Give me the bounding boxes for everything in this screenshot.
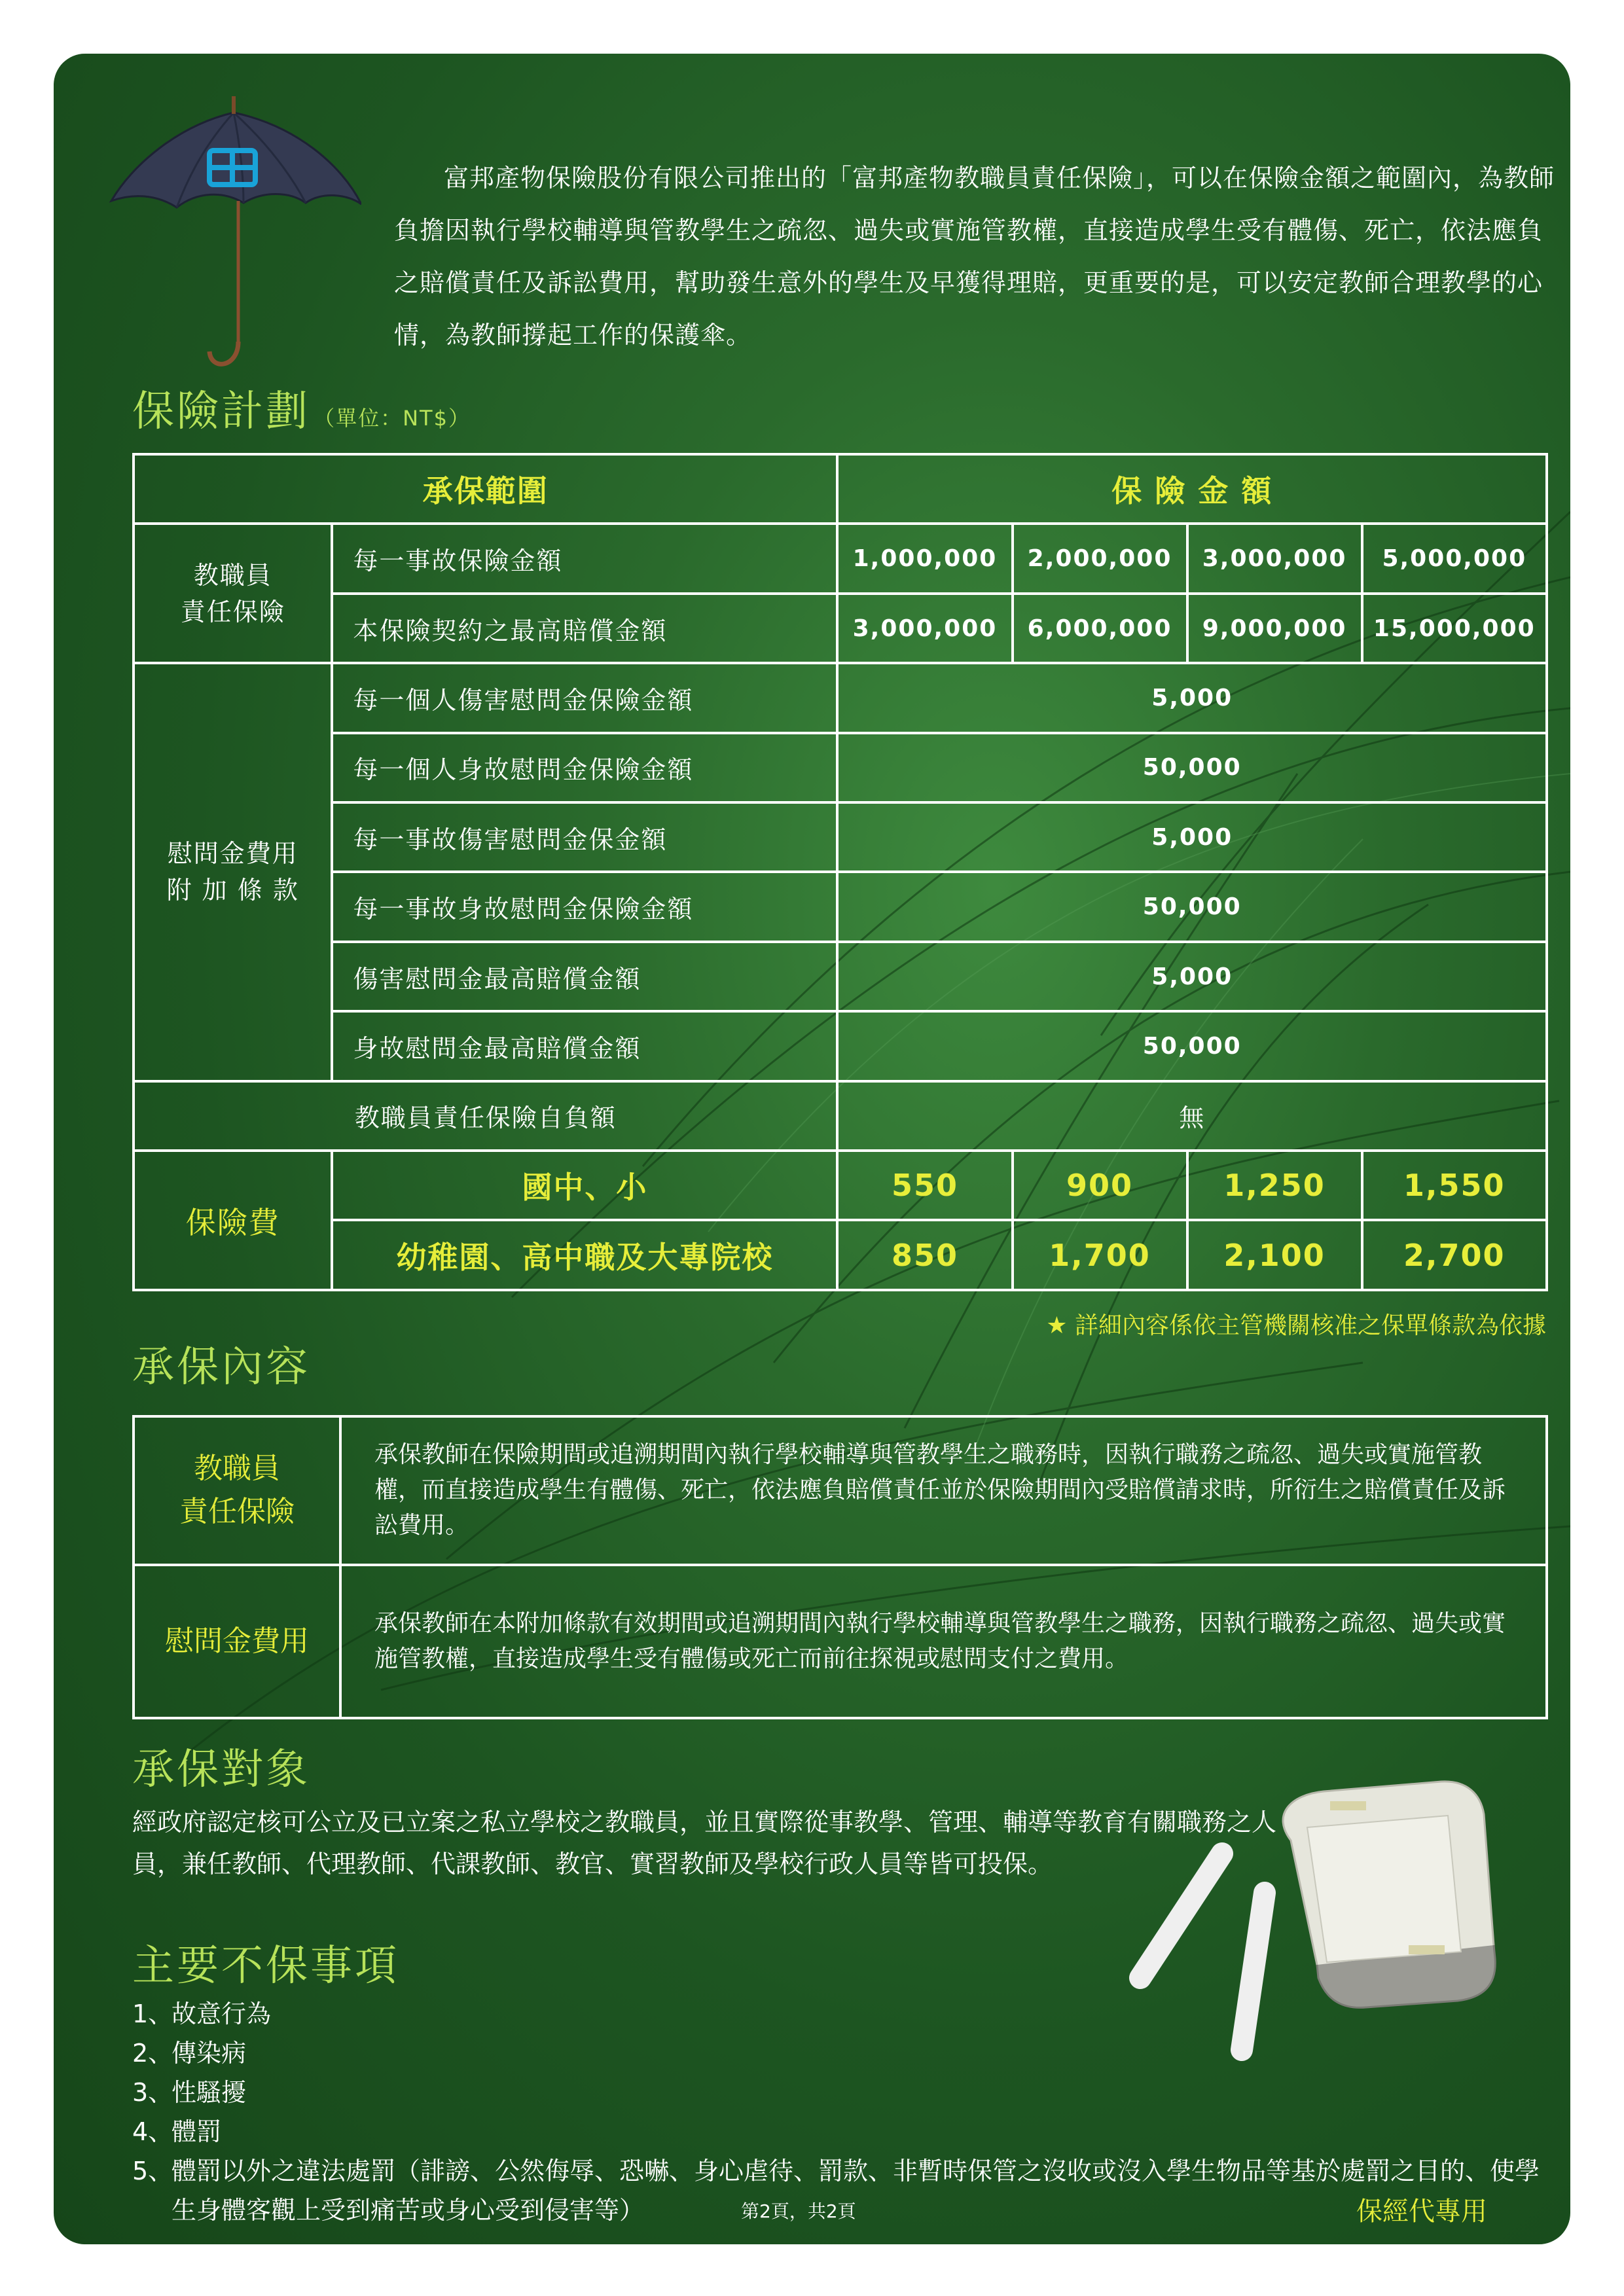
- premium-cell: 900: [1013, 1151, 1187, 1220]
- agent-use-label: 保經代專用: [1356, 2197, 1487, 2227]
- eligibility-title: 承保對象: [132, 1746, 310, 1794]
- table-row: [134, 594, 1547, 663]
- table-row: [134, 802, 1547, 872]
- table-row: [134, 663, 1547, 732]
- amount-cell: 1,000,000: [837, 524, 1012, 593]
- coverage-table: [132, 1415, 1548, 1719]
- umbrella-illustration: [99, 93, 361, 374]
- table-row: [134, 942, 1547, 1011]
- plan-title: 保險計劃: [132, 387, 310, 436]
- chalk-icon: [1140, 1854, 1265, 2050]
- amount-cell: 50,000: [837, 1011, 1547, 1081]
- coverage-key: 教職員 責任保險: [134, 1416, 340, 1565]
- amount-cell: 6,000,000: [1013, 594, 1187, 663]
- amount-cell: 5,000: [837, 942, 1547, 1011]
- group-consolation: 慰問金費用 附 加 條 款: [134, 663, 332, 1081]
- amount-cell: 15,000,000: [1362, 594, 1547, 663]
- amount-cell: 5,000: [837, 802, 1547, 872]
- row-label: 每一事故傷害慰問金保金額: [332, 802, 837, 872]
- eligibility-text: 經政府認定核可公立及已立案之私立學校之教職員，並且實際從事教學、管理、輔導等教育有關職務之人員，兼任教師、代理教師、代課教師、教官、實習教師及學校行政人員等皆可投保。: [132, 1808, 1277, 1878]
- plan-heading: [132, 378, 471, 438]
- premium-cell: 1,250: [1187, 1151, 1362, 1220]
- coverage-text: 承保教師在本附加條款有效期間或追溯期間內執行學校輔導與管教學生之職務，因執行職務之疏忽、過失或實施管教權，直接造成學生受有體傷或死亡而前往探視或慰問支付之費用。: [340, 1565, 1547, 1718]
- row-label: 每一個人身故慰問金保險金額: [332, 733, 837, 802]
- row-label: 身故慰問金最高賠償金額: [332, 1011, 837, 1081]
- page-number: 第2頁，共2頁: [741, 2200, 856, 2222]
- table-row: [134, 1151, 1547, 1220]
- group-liability: 教職員 責任保險: [134, 524, 332, 663]
- amount-cell: 3,000,000: [1187, 524, 1362, 593]
- premium-row-label: 國中、小: [332, 1151, 837, 1220]
- premium-cell: 1,550: [1362, 1151, 1547, 1220]
- eraser-icon: [1283, 1782, 1495, 2008]
- policy-note: ★ 詳細內容係依主管機關核准之保單條款為依據: [1046, 1312, 1546, 1339]
- list-item: 1、 故意行為: [132, 2000, 272, 2028]
- table-row: [134, 1011, 1547, 1081]
- amount-cell: 5,000,000: [1362, 524, 1547, 593]
- table-row: [134, 733, 1547, 802]
- exclusions-title: 主要不保事項: [132, 1942, 399, 1990]
- premium-cell: 850: [837, 1220, 1012, 1290]
- list-item: 3、 性騷擾: [132, 2078, 247, 2107]
- row-label: 每一事故身故慰問金保險金額: [332, 872, 837, 941]
- table-row: [134, 1081, 1547, 1151]
- premium-label: 保險費: [134, 1151, 332, 1290]
- header-amount: 保 險 金 額: [837, 454, 1547, 524]
- table-row: [134, 1220, 1547, 1290]
- amount-cell: 50,000: [837, 733, 1547, 802]
- deductible-value: 無: [837, 1081, 1547, 1151]
- premium-row-label: 幼稚園、高中職及大專院校: [332, 1220, 837, 1290]
- green-panel: [54, 54, 1570, 2244]
- table-row: [134, 1416, 1547, 1565]
- premium-cell: 2,700: [1362, 1220, 1547, 1290]
- premium-cell: 550: [837, 1151, 1012, 1220]
- amount-cell: 50,000: [837, 872, 1547, 941]
- list-item: 5、 體罰以外之違法處罰（誹謗、公然侮辱、恐嚇、身心虐待、罰款、非暫時保管之沒收或沒入學生物品等基於處罰之目的、使學生身體客觀上受到痛苦或身心受到侵害等）: [132, 2157, 1540, 2225]
- deductible-label: 教職員責任保險自負額: [134, 1081, 837, 1151]
- list-item: 2、 傳染病: [132, 2039, 247, 2068]
- plan-table: [132, 453, 1548, 1291]
- amount-cell: 2,000,000: [1013, 524, 1187, 593]
- plan-unit: （單位：NT$）: [314, 406, 471, 431]
- amount-cell: 5,000: [837, 663, 1547, 732]
- row-label: 每一事故保險金額: [332, 524, 837, 593]
- table-row: [134, 872, 1547, 941]
- row-label: 傷害慰問金最高賠償金額: [332, 942, 837, 1011]
- table-row: [134, 1565, 1547, 1718]
- header-scope: 承保範圍: [134, 454, 837, 524]
- list-item: 4、 體罰: [132, 2117, 222, 2146]
- premium-cell: 2,100: [1187, 1220, 1362, 1290]
- amount-cell: 3,000,000: [837, 594, 1012, 663]
- row-label: 本保險契約之最高賠償金額: [332, 594, 837, 663]
- eraser-chalk-illustration: [1075, 1762, 1546, 2102]
- coverage-text: 承保教師在保險期間或追溯期間內執行學校輔導與管教學生之職務時，因執行職務之疏忽、過失或實施管教權，而直接造成學生有體傷、死亡，依法應負賠償責任並於保險期間內受賠償請求時，所衍生之賠償責任及訴訟費用。: [340, 1416, 1547, 1565]
- amount-cell: 9,000,000: [1187, 594, 1362, 663]
- row-label: 每一個人傷害慰問金保險金額: [332, 663, 837, 732]
- table-row: [134, 524, 1547, 593]
- coverage-key: 慰問金費用: [134, 1565, 340, 1718]
- plan-header-row: [134, 454, 1547, 524]
- coverage-title: 承保內容: [132, 1343, 310, 1391]
- intro-paragraph: 富邦產物保險股份有限公司推出的「富邦產物教職員責任保險」，可以在保險金額之範圍內，為教師負擔因執行學校輔導與管教學生之疏忽、過失或實施管教權，直接造成學生受有體傷、死亡，依法應負之賠償責任及訴訟費用，幫助發生意外的學生及早獲得理賠，更重要的是，可以安定教師合理教學的心情，為教師撐起工作的保護傘。: [394, 164, 1555, 350]
- premium-cell: 1,700: [1013, 1220, 1187, 1290]
